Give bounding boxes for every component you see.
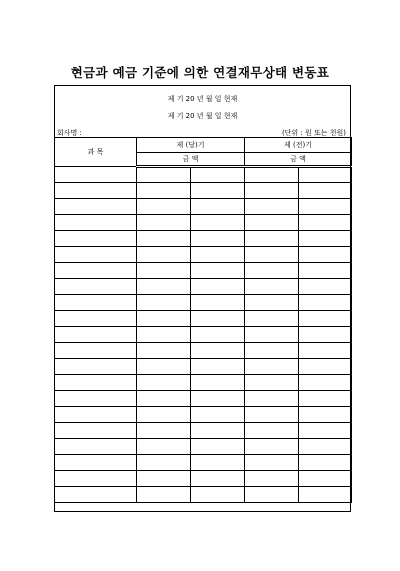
subject-cell[interactable] <box>55 391 137 407</box>
current-amount-cell-b[interactable] <box>191 439 245 455</box>
subject-cell[interactable] <box>55 183 137 199</box>
prior-amount-cell-a[interactable] <box>245 295 299 311</box>
current-amount-cell-b[interactable] <box>191 487 245 503</box>
prior-amount-cell-b[interactable] <box>299 279 352 295</box>
subject-cell[interactable] <box>55 327 137 343</box>
current-amount-cell-b[interactable] <box>191 311 245 327</box>
subject-header: 과 목 <box>55 138 137 167</box>
prior-amount-cell-b[interactable] <box>299 439 352 455</box>
prior-amount-cell-b[interactable] <box>299 391 352 407</box>
prior-amount-cell-b[interactable] <box>299 295 352 311</box>
table-row <box>55 375 352 391</box>
subject-cell[interactable] <box>55 215 137 231</box>
prior-amount-cell-b[interactable] <box>299 407 352 423</box>
current-amount-cell-a[interactable] <box>137 311 191 327</box>
current-amount-cell-a[interactable] <box>137 215 191 231</box>
current-amount-cell-a[interactable] <box>137 439 191 455</box>
unit-label: (단위 : 원 또는 천원) <box>281 129 346 137</box>
table-row <box>55 215 352 231</box>
prior-amount-cell-a[interactable] <box>245 423 299 439</box>
current-amount-cell-b[interactable] <box>191 279 245 295</box>
subject-cell[interactable] <box>55 423 137 439</box>
current-amount-cell-a[interactable] <box>137 279 191 295</box>
table-row <box>55 247 352 263</box>
subject-cell[interactable] <box>55 343 137 359</box>
prior-amount-cell-a[interactable] <box>245 183 299 199</box>
prior-amount-cell-a[interactable] <box>245 231 299 247</box>
subject-cell[interactable] <box>55 231 137 247</box>
subject-cell[interactable] <box>55 359 137 375</box>
prior-amount-cell-a[interactable] <box>245 263 299 279</box>
prior-amount-cell-a[interactable] <box>245 471 299 487</box>
prior-amount-cell-a[interactable] <box>245 487 299 503</box>
prior-amount-cell-b[interactable] <box>299 183 352 199</box>
prior-amount-cell-b[interactable] <box>299 375 352 391</box>
subject-cell[interactable] <box>55 199 137 215</box>
table-row <box>55 407 352 423</box>
current-amount-cell-a[interactable] <box>137 471 191 487</box>
prior-amount-cell-b[interactable] <box>299 487 352 503</box>
prior-amount-cell-a[interactable] <box>245 311 299 327</box>
subject-cell[interactable] <box>55 263 137 279</box>
current-amount-cell-a[interactable] <box>137 391 191 407</box>
current-amount-cell-b[interactable] <box>191 199 245 215</box>
amount-header-current: 금 액 <box>137 153 245 167</box>
table-row <box>55 279 352 295</box>
prior-amount-cell-a[interactable] <box>245 215 299 231</box>
prior-amount-cell-a[interactable] <box>245 167 299 183</box>
current-amount-cell-a[interactable] <box>137 167 191 183</box>
current-amount-cell-a[interactable] <box>137 423 191 439</box>
table-row <box>55 327 352 343</box>
current-amount-cell-b[interactable] <box>191 359 245 375</box>
current-amount-cell-a[interactable] <box>137 455 191 471</box>
prior-amount-cell-b[interactable] <box>299 215 352 231</box>
prior-period-header: 제 (전)기 <box>245 138 352 153</box>
company-name-label: 회사명 : <box>57 129 82 137</box>
prior-amount-cell-b[interactable] <box>299 231 352 247</box>
current-amount-cell-b[interactable] <box>191 407 245 423</box>
current-amount-cell-a[interactable] <box>137 375 191 391</box>
current-amount-cell-a[interactable] <box>137 199 191 215</box>
subject-cell[interactable] <box>55 295 137 311</box>
table-row <box>55 359 352 375</box>
current-amount-cell-b[interactable] <box>191 327 245 343</box>
current-amount-cell-a[interactable] <box>137 407 191 423</box>
current-period-header: 제 (당)기 <box>137 138 245 153</box>
current-amount-cell-b[interactable] <box>191 231 245 247</box>
current-amount-cell-b[interactable] <box>191 343 245 359</box>
subject-cell[interactable] <box>55 407 137 423</box>
subject-cell[interactable] <box>55 455 137 471</box>
table-row <box>55 263 352 279</box>
current-amount-cell-b[interactable] <box>191 391 245 407</box>
statement-frame <box>54 85 351 512</box>
table-row <box>55 423 352 439</box>
prior-amount-cell-a[interactable] <box>245 327 299 343</box>
prior-amount-cell-b[interactable] <box>299 471 352 487</box>
current-amount-cell-a[interactable] <box>137 487 191 503</box>
current-amount-cell-a[interactable] <box>137 295 191 311</box>
current-amount-cell-b[interactable] <box>191 263 245 279</box>
current-amount-cell-b[interactable] <box>191 167 245 183</box>
prior-amount-cell-a[interactable] <box>245 391 299 407</box>
current-amount-cell-a[interactable] <box>137 183 191 199</box>
table-row <box>55 487 352 503</box>
prior-amount-cell-a[interactable] <box>245 359 299 375</box>
current-amount-cell-b[interactable] <box>191 295 245 311</box>
current-amount-cell-a[interactable] <box>137 359 191 375</box>
subject-cell[interactable] <box>55 487 137 503</box>
current-amount-cell-b[interactable] <box>191 423 245 439</box>
subject-cell[interactable] <box>55 279 137 295</box>
date-line-prior: 제 기 20 년 월 일 현재 <box>167 112 238 120</box>
table-row <box>55 439 352 455</box>
amount-header-prior: 금 액 <box>245 153 352 167</box>
prior-amount-cell-a[interactable] <box>245 407 299 423</box>
prior-amount-cell-b[interactable] <box>299 263 352 279</box>
table-row <box>55 231 352 247</box>
current-amount-cell-b[interactable] <box>191 471 245 487</box>
table-row <box>55 391 352 407</box>
prior-amount-cell-b[interactable] <box>299 327 352 343</box>
prior-amount-cell-b[interactable] <box>299 455 352 471</box>
statement-table <box>54 137 352 503</box>
current-amount-cell-b[interactable] <box>191 183 245 199</box>
subject-cell[interactable] <box>55 471 137 487</box>
subject-cell[interactable] <box>55 439 137 455</box>
current-amount-cell-a[interactable] <box>137 343 191 359</box>
current-amount-cell-b[interactable] <box>191 215 245 231</box>
document-title: 현금과 예금 기준에 의한 연결재무상태 변동표 <box>70 65 330 80</box>
prior-amount-cell-a[interactable] <box>245 439 299 455</box>
table-row <box>55 295 352 311</box>
prior-amount-cell-a[interactable] <box>245 455 299 471</box>
prior-amount-cell-a[interactable] <box>245 199 299 215</box>
current-amount-cell-b[interactable] <box>191 455 245 471</box>
prior-amount-cell-b[interactable] <box>299 359 352 375</box>
current-amount-cell-a[interactable] <box>137 263 191 279</box>
prior-amount-cell-b[interactable] <box>299 199 352 215</box>
subject-cell[interactable] <box>55 375 137 391</box>
prior-amount-cell-b[interactable] <box>299 247 352 263</box>
prior-amount-cell-a[interactable] <box>245 343 299 359</box>
table-row <box>55 455 352 471</box>
current-amount-cell-b[interactable] <box>191 247 245 263</box>
prior-amount-cell-b[interactable] <box>299 343 352 359</box>
table-row <box>55 183 352 199</box>
prior-amount-cell-a[interactable] <box>245 279 299 295</box>
table-row <box>55 471 352 487</box>
prior-amount-cell-a[interactable] <box>245 247 299 263</box>
prior-amount-cell-b[interactable] <box>299 167 352 183</box>
current-amount-cell-a[interactable] <box>137 247 191 263</box>
subject-cell[interactable] <box>55 311 137 327</box>
subject-cell[interactable] <box>55 167 137 183</box>
date-line-current: 제 기 20 년 월 일 현재 <box>167 95 238 103</box>
table-row <box>55 311 352 327</box>
table-row <box>55 167 352 183</box>
prior-amount-cell-a[interactable] <box>245 375 299 391</box>
prior-amount-cell-b[interactable] <box>299 423 352 439</box>
prior-amount-cell-b[interactable] <box>299 311 352 327</box>
current-amount-cell-b[interactable] <box>191 375 245 391</box>
table-row <box>55 199 352 215</box>
current-amount-cell-a[interactable] <box>137 327 191 343</box>
current-amount-cell-a[interactable] <box>137 231 191 247</box>
table-row <box>55 343 352 359</box>
subject-cell[interactable] <box>55 247 137 263</box>
